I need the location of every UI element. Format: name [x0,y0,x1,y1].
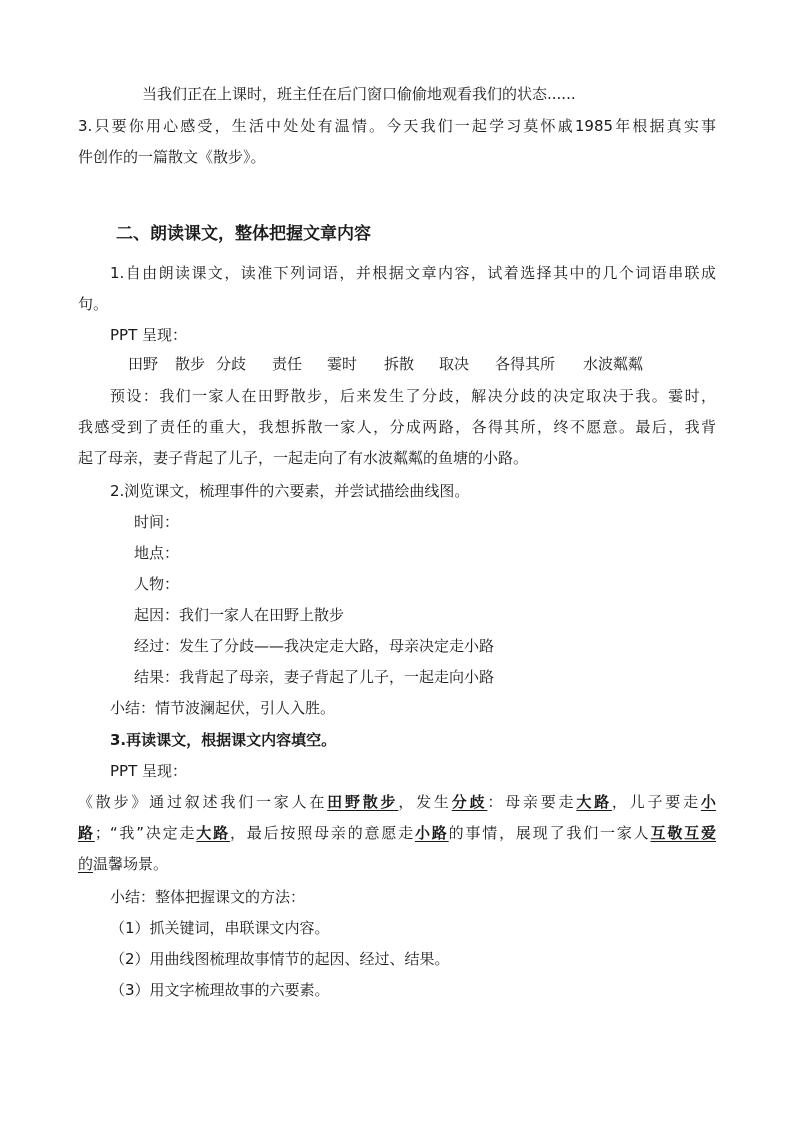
fill-blank-line-3 [78,854,168,874]
fill-text: ：母亲要走 [487,793,577,811]
element-place: 地点： [134,544,180,562]
fill-blank-line-2 [78,823,716,843]
fill-text: 的事情，展现了我们一家人 [448,824,651,842]
fill-text: ，发生 [398,793,452,811]
question-3: 3.再读课文，根据课文内容填空。 [110,731,337,749]
fill-answer: 小路 [414,824,449,842]
fill-answer: 互敬互爱 [650,824,716,842]
question-2: 2.浏览课文，梳理事件的六要素，并尝试描绘曲线图。 [110,482,470,500]
element-time: 时间： [134,513,180,531]
summary-2: 小结：整体把握课文的方法： [110,888,306,906]
fill-answer: 的 [78,855,94,873]
element-people: 人物： [134,575,180,593]
vocab-word: 田野 [128,355,159,373]
ppt-label: PPT 呈现： [110,326,188,344]
method-item: （3）用文字梳理故事的六要素。 [110,981,330,999]
fill-text: ，儿子要走 [611,793,701,811]
fill-answer: 路 [78,824,95,842]
preset-answer-line-3: 起了母亲，妻子背起了儿子，一起走向了有水波粼粼的鱼塘的小路。 [78,449,529,467]
vocab-word: 拆散 [384,355,415,373]
vocab-word: 取决 [439,355,470,373]
vocab-word: 责任 [272,355,303,373]
question-1-line-2: 句。 [78,295,109,313]
fill-answer: 大路 [196,824,230,842]
fill-blank-line-1 [78,792,716,812]
section-heading: 二、朗读课文，整体把握文章内容 [116,224,371,244]
fill-answer: 田野散步 [327,793,399,811]
fill-text: 《散步》通过叙述我们一家人在 [78,793,328,811]
element-process: 经过：发生了分歧——我决定走大路，母亲决定走小路 [134,637,495,655]
vocab-word: 霎时 [327,355,358,373]
fill-answer: 分歧 [451,793,488,811]
method-item: （2）用曲线图梳理故事情节的起因、经过、结果。 [110,950,450,968]
element-cause: 起因：我们一家人在田野上散步 [134,606,345,624]
fill-answer: 大路 [576,793,612,811]
method-item: （1）抓关键词，串联课文内容。 [110,919,330,937]
fill-answer: 小 [700,793,716,811]
intro-paragraph-3-line-2: 件创作的一篇散文《散步》。 [78,148,266,166]
preset-answer-line-1: 预设：我们一家人在田野散步，后来发生了分歧，解决分歧的决定取决于我。霎时， [110,387,716,405]
intro-line-1: 当我们正在上课时，班主任在后门窗口偷偷地观看我们的状态...... [142,85,576,103]
fill-text: ；“我”决定走 [94,824,197,842]
vocab-word: 散步 [175,355,206,373]
ppt-label-2: PPT 呈现： [110,762,188,780]
summary-1: 小结：情节波澜起伏，引人入胜。 [110,699,336,717]
vocab-word: 水波粼粼 [583,355,644,373]
vocab-word: 分歧 [216,355,247,373]
intro-paragraph-3-line-1: 3.只要你用心感受，生活中处处有温情。今天我们一起学习莫怀戚1985年根据真实事 [78,117,716,135]
preset-answer-line-2: 我感受到了责任的重大，我想拆散一家人，分成两路，各得其所，终不愿意。最后，我背 [78,418,716,436]
element-result: 结果：我背起了母亲，妻子背起了儿子，一起走向小路 [134,668,495,686]
vocabulary-list [0,354,794,376]
fill-text: ，最后按照母亲的意愿走 [229,824,415,842]
question-1-line-1: 1.自由朗读课文，读准下列词语，并根据文章内容，试着选择其中的几个词语串联成 [110,264,716,282]
vocab-word: 各得其所 [495,355,556,373]
fill-text: 温馨场景。 [93,855,169,873]
